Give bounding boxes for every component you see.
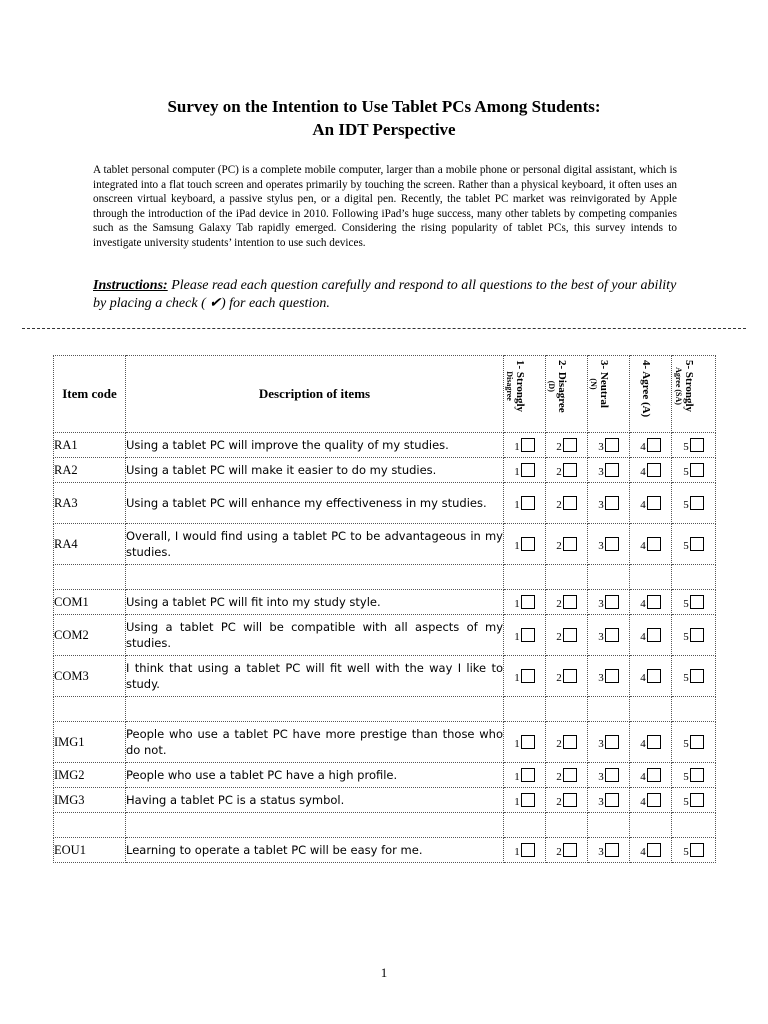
page-number: 1 (380, 965, 388, 980)
rating-checkbox[interactable] (563, 537, 577, 551)
rating-number: 3 (598, 770, 604, 783)
item-description: Learning to operate a tablet PC will be easy for me. (126, 838, 504, 863)
rating-option-4[interactable] (630, 433, 672, 458)
rating-option-5[interactable] (672, 524, 716, 565)
rating-checkbox[interactable] (647, 793, 661, 807)
item-code (54, 565, 126, 590)
scale-5-sub: Agree (SA) (673, 367, 683, 405)
rating-number: 2 (556, 630, 562, 643)
rating-option-3 (588, 565, 630, 590)
rating-checkbox[interactable] (521, 843, 535, 857)
rating-number: 4 (640, 795, 646, 808)
rating-option-3[interactable] (588, 590, 630, 615)
rating-number: 4 (640, 737, 646, 750)
rating-option-4[interactable] (630, 458, 672, 483)
table-row (54, 838, 716, 863)
rating-number: 3 (598, 630, 604, 643)
rating-option-5 (672, 697, 716, 722)
survey-table (53, 355, 716, 863)
rating-option-2[interactable] (546, 838, 588, 863)
rating-option-4[interactable] (630, 656, 672, 697)
rating-checkbox[interactable] (690, 595, 704, 609)
rating-checkbox[interactable] (605, 628, 619, 642)
rating-option-2[interactable] (546, 615, 588, 656)
rating-checkbox[interactable] (605, 843, 619, 857)
rating-number: 1 (514, 671, 520, 684)
rating-number: 1 (514, 465, 520, 478)
item-code: COM3 (54, 656, 126, 697)
rating-option-3[interactable] (588, 615, 630, 656)
rating-number: 3 (598, 795, 604, 808)
rating-checkbox[interactable] (521, 669, 535, 683)
rating-checkbox[interactable] (605, 463, 619, 477)
rating-number: 4 (640, 440, 646, 453)
rating-number: 3 (598, 737, 604, 750)
table-row (54, 722, 716, 763)
rating-checkbox[interactable] (605, 793, 619, 807)
item-code (54, 697, 126, 722)
rating-option-4 (630, 565, 672, 590)
rating-checkbox[interactable] (521, 537, 535, 551)
instructions (93, 277, 683, 313)
item-description (126, 813, 504, 838)
rating-option-1[interactable] (504, 838, 546, 863)
rating-number: 2 (556, 539, 562, 552)
rating-number: 5 (683, 737, 689, 750)
rating-checkbox[interactable] (605, 669, 619, 683)
rating-checkbox[interactable] (521, 793, 535, 807)
rating-number: 3 (598, 671, 604, 684)
rating-number: 4 (640, 845, 646, 858)
instructions-label: Instructions: (93, 278, 168, 293)
item-code: COM2 (54, 615, 126, 656)
rating-checkbox[interactable] (563, 628, 577, 642)
item-description (126, 697, 504, 722)
rating-number: 5 (683, 630, 689, 643)
rating-checkbox[interactable] (690, 438, 704, 452)
rating-option-4[interactable] (630, 524, 672, 565)
rating-option-2[interactable] (546, 524, 588, 565)
rating-checkbox[interactable] (690, 843, 704, 857)
rating-checkbox[interactable] (563, 735, 577, 749)
item-description: Using a tablet PC will fit into my study style. (126, 590, 504, 615)
item-description: Using a tablet PC will enhance my effectiveness in my studies. (126, 483, 504, 524)
rating-checkbox[interactable] (521, 438, 535, 452)
rating-checkbox[interactable] (605, 735, 619, 749)
rating-option-5 (672, 565, 716, 590)
rating-option-5[interactable] (672, 656, 716, 697)
rating-option-3[interactable] (588, 838, 630, 863)
header-scale-3 (588, 356, 630, 433)
rating-number: 1 (514, 795, 520, 808)
item-description: People who use a tablet PC have a high profile. (126, 763, 504, 788)
header-item-code: Item code (54, 356, 126, 433)
item-code: IMG3 (54, 788, 126, 813)
scale-5-label: 5- Strongly (682, 360, 695, 413)
rating-checkbox[interactable] (690, 537, 704, 551)
rating-number: 2 (556, 440, 562, 453)
rating-number: 4 (640, 465, 646, 478)
rating-checkbox[interactable] (563, 438, 577, 452)
rating-option-3[interactable] (588, 483, 630, 524)
rating-option-4[interactable] (630, 722, 672, 763)
survey-title-line1: Survey on the Intention to Use Tablet PCs Among Students: (167, 97, 601, 116)
item-description: I think that using a tablet PC will fit well with the way I like to study. (126, 656, 504, 697)
rating-number: 2 (556, 737, 562, 750)
rating-option-4[interactable] (630, 483, 672, 524)
table-row (54, 697, 716, 722)
item-code: IMG1 (54, 722, 126, 763)
rating-number: 5 (683, 440, 689, 453)
rating-option-1 (504, 565, 546, 590)
rating-checkbox[interactable] (605, 768, 619, 782)
rating-number: 1 (514, 630, 520, 643)
rating-option-5[interactable] (672, 483, 716, 524)
rating-option-4[interactable] (630, 763, 672, 788)
header-scale-4 (630, 356, 672, 433)
rating-number: 3 (598, 539, 604, 552)
table-row (54, 615, 716, 656)
rating-option-5[interactable] (672, 788, 716, 813)
rating-option-2[interactable] (546, 656, 588, 697)
item-description: Using a tablet PC will make it easier to do my studies. (126, 458, 504, 483)
rating-checkbox[interactable] (647, 735, 661, 749)
rating-checkbox[interactable] (647, 496, 661, 510)
table-row (54, 458, 716, 483)
rating-number: 5 (683, 465, 689, 478)
table-row (54, 524, 716, 565)
rating-checkbox[interactable] (690, 463, 704, 477)
rating-option-3[interactable] (588, 524, 630, 565)
table-header-row (54, 356, 716, 433)
rating-option-4[interactable] (630, 838, 672, 863)
rating-number: 5 (683, 770, 689, 783)
rating-checkbox[interactable] (563, 595, 577, 609)
rating-option-4[interactable] (630, 788, 672, 813)
header-scale-2 (546, 356, 588, 433)
rating-option-1[interactable] (504, 615, 546, 656)
rating-checkbox[interactable] (563, 463, 577, 477)
intro-paragraph: A tablet personal computer (PC) is a complete mobile computer, larger than a mobile phone or personal digital assistant, which is integrated into a flat touch screen and operates primarily by touching the screen. Rather than a physical keyboard, it often uses an onscreen virtual keyboard, a passive stylus pen, or a digital pen. Recently, the tablet PC market was reinvigorated by Apple through the introduction of the iPad device in 2010. Following iPad’s huge success, many other tablets by competing companies such as the Samsung Galaxy Tab rapidly emerged. Considering the rising popularity of tablet PCs, this survey intends to investigate university students’ intention to use such devices. (93, 164, 677, 249)
rating-number: 3 (598, 498, 604, 511)
rating-option-2[interactable] (546, 788, 588, 813)
rating-option-2[interactable] (546, 763, 588, 788)
item-description (126, 565, 504, 590)
rating-number: 4 (640, 498, 646, 511)
rating-number: 5 (683, 671, 689, 684)
rating-number: 1 (514, 597, 520, 610)
rating-option-3 (588, 813, 630, 838)
rating-checkbox[interactable] (563, 793, 577, 807)
rating-option-4[interactable] (630, 615, 672, 656)
header-description: Description of items (126, 356, 504, 433)
table-row (54, 483, 716, 524)
rating-checkbox[interactable] (690, 669, 704, 683)
rating-checkbox[interactable] (690, 735, 704, 749)
rating-number: 1 (514, 737, 520, 750)
rating-option-5[interactable] (672, 590, 716, 615)
scale-1-sub: Disagree (504, 371, 514, 401)
rating-number: 5 (683, 539, 689, 552)
rating-option-5[interactable] (672, 763, 716, 788)
rating-checkbox[interactable] (605, 595, 619, 609)
rating-option-2[interactable] (546, 590, 588, 615)
rating-checkbox[interactable] (521, 595, 535, 609)
rating-number: 2 (556, 795, 562, 808)
rating-option-2[interactable] (546, 433, 588, 458)
item-code: EOU1 (54, 838, 126, 863)
rating-option-5[interactable] (672, 433, 716, 458)
table-row (54, 590, 716, 615)
scale-2-sub: (D) (546, 380, 556, 392)
rating-option-2[interactable] (546, 722, 588, 763)
item-code (54, 813, 126, 838)
rating-checkbox[interactable] (647, 768, 661, 782)
rating-checkbox[interactable] (647, 843, 661, 857)
rating-option-1[interactable] (504, 433, 546, 458)
scale-1-label: 1- Strongly (513, 360, 526, 413)
item-description: People who use a tablet PC have more prestige than those who do not. (126, 722, 504, 763)
header-scale-1 (504, 356, 546, 433)
rating-option-3[interactable] (588, 763, 630, 788)
rating-number: 2 (556, 465, 562, 478)
item-code: IMG2 (54, 763, 126, 788)
rating-number: 1 (514, 770, 520, 783)
rating-option-3 (588, 697, 630, 722)
rating-number: 1 (514, 845, 520, 858)
scale-4-label: 4- Agree (A) (639, 360, 652, 418)
rating-checkbox[interactable] (647, 628, 661, 642)
rating-number: 4 (640, 770, 646, 783)
item-code: RA4 (54, 524, 126, 565)
rating-number: 2 (556, 597, 562, 610)
item-description: Using a tablet PC will improve the quality of my studies. (126, 433, 504, 458)
rating-number: 3 (598, 597, 604, 610)
rating-checkbox[interactable] (563, 768, 577, 782)
rating-checkbox[interactable] (521, 768, 535, 782)
item-description: Overall, I would find using a tablet PC to be advantageous in my studies. (126, 524, 504, 565)
rating-number: 4 (640, 597, 646, 610)
table-row (54, 433, 716, 458)
rating-checkbox[interactable] (563, 843, 577, 857)
rating-option-1[interactable] (504, 656, 546, 697)
rating-number: 2 (556, 498, 562, 511)
rating-option-3[interactable] (588, 458, 630, 483)
rating-number: 4 (640, 539, 646, 552)
rating-option-2 (546, 565, 588, 590)
rating-checkbox[interactable] (690, 496, 704, 510)
rating-number: 3 (598, 440, 604, 453)
rating-checkbox[interactable] (690, 768, 704, 782)
rating-option-3[interactable] (588, 788, 630, 813)
rating-checkbox[interactable] (563, 496, 577, 510)
rating-option-4 (630, 813, 672, 838)
table-row (54, 656, 716, 697)
rating-option-3[interactable] (588, 656, 630, 697)
item-code: COM1 (54, 590, 126, 615)
rating-number: 2 (556, 671, 562, 684)
rating-option-1[interactable] (504, 524, 546, 565)
rating-option-1 (504, 813, 546, 838)
instructions-text: Please read each question carefully and respond to all questions to the best of your ability by placing a check ( ✔) for each question. (93, 278, 677, 311)
table-row (54, 788, 716, 813)
rating-number: 3 (598, 465, 604, 478)
rating-option-1[interactable] (504, 763, 546, 788)
rating-option-2[interactable] (546, 483, 588, 524)
rating-option-1 (504, 697, 546, 722)
rating-checkbox[interactable] (605, 496, 619, 510)
item-code: RA1 (54, 433, 126, 458)
rating-option-4[interactable] (630, 590, 672, 615)
item-description: Using a tablet PC will be compatible with all aspects of my studies. (126, 615, 504, 656)
rating-number: 4 (640, 671, 646, 684)
rating-number: 4 (640, 630, 646, 643)
rating-option-1[interactable] (504, 590, 546, 615)
rating-number: 5 (683, 795, 689, 808)
scale-2-label: 2- Disagree (555, 360, 568, 413)
table-row (54, 813, 716, 838)
scale-3-label: 3- Neutral (597, 360, 610, 408)
rating-number: 1 (514, 539, 520, 552)
rating-number: 1 (514, 440, 520, 453)
rating-checkbox[interactable] (647, 463, 661, 477)
rating-option-4 (630, 697, 672, 722)
rating-option-1[interactable] (504, 722, 546, 763)
rating-checkbox[interactable] (647, 595, 661, 609)
rating-option-5[interactable] (672, 838, 716, 863)
item-code: RA3 (54, 483, 126, 524)
rating-number: 5 (683, 845, 689, 858)
rating-number: 5 (683, 597, 689, 610)
rating-checkbox[interactable] (521, 735, 535, 749)
rating-checkbox[interactable] (605, 438, 619, 452)
table-row (54, 763, 716, 788)
rating-checkbox[interactable] (690, 793, 704, 807)
rating-option-5[interactable] (672, 722, 716, 763)
item-code: RA2 (54, 458, 126, 483)
rating-checkbox[interactable] (521, 496, 535, 510)
rating-option-5[interactable] (672, 615, 716, 656)
rating-number: 1 (514, 498, 520, 511)
rating-option-2 (546, 813, 588, 838)
rating-option-5 (672, 813, 716, 838)
rating-option-1[interactable] (504, 483, 546, 524)
rating-number: 2 (556, 770, 562, 783)
rating-checkbox[interactable] (521, 463, 535, 477)
rating-checkbox[interactable] (647, 537, 661, 551)
table-row (54, 565, 716, 590)
rating-number: 5 (683, 498, 689, 511)
rating-option-5[interactable] (672, 458, 716, 483)
rating-option-1[interactable] (504, 788, 546, 813)
rating-number: 3 (598, 845, 604, 858)
rating-checkbox[interactable] (563, 669, 577, 683)
item-description: Having a tablet PC is a status symbol. (126, 788, 504, 813)
rating-option-1[interactable] (504, 458, 546, 483)
rating-option-2[interactable] (546, 458, 588, 483)
survey-title-line2: An IDT Perspective (312, 120, 456, 139)
rating-checkbox[interactable] (521, 628, 535, 642)
rating-option-2 (546, 697, 588, 722)
rating-option-3[interactable] (588, 722, 630, 763)
rating-checkbox[interactable] (690, 628, 704, 642)
rating-number: 2 (556, 845, 562, 858)
rating-checkbox[interactable] (605, 537, 619, 551)
rating-option-3[interactable] (588, 433, 630, 458)
scale-3-sub: (N) (588, 378, 598, 390)
header-scale-5 (672, 356, 716, 433)
rating-checkbox[interactable] (647, 669, 661, 683)
dashed-divider (22, 328, 746, 329)
rating-checkbox[interactable] (647, 438, 661, 452)
